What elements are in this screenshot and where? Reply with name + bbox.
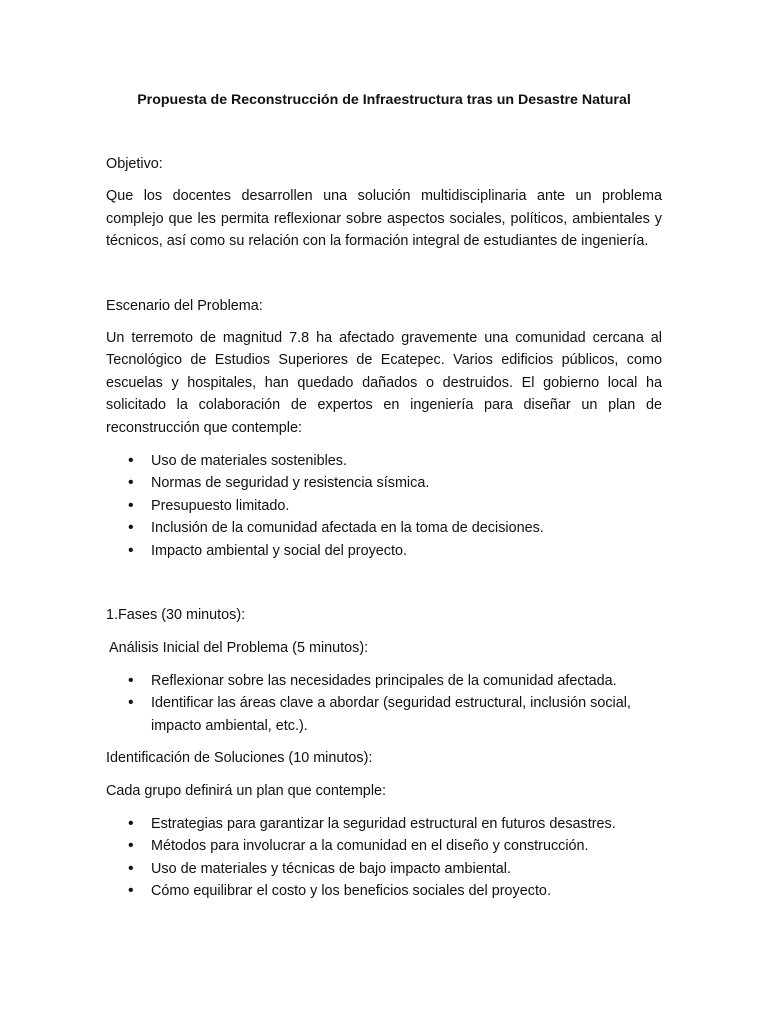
spacer	[106, 659, 662, 670]
document-page	[106, 88, 662, 903]
list-item: • Reflexionar sobre las necesidades principales de la comunidad afectada.	[106, 670, 662, 692]
spacer	[106, 770, 662, 780]
spacer	[106, 737, 662, 747]
list-item: • Identificar las áreas clave a abordar (seguridad estructural, inclusión social, impacto ambiental, etc.).	[106, 692, 662, 737]
scenario-list	[106, 450, 662, 562]
analysis-list	[106, 670, 662, 737]
list-item: • Métodos para involucrar a la comunidad en el diseño y construcción.	[106, 835, 662, 857]
list-item: • Inclusión de la comunidad afectada en la toma de decisiones.	[106, 517, 662, 539]
list-item: • Uso de materiales y técnicas de bajo impacto ambiental.	[106, 858, 662, 880]
scenario-text: Un terremoto de magnitud 7.8 ha afectado gravemente una comunidad cercana al Tecnológico de Estudios Superiores de Ecatepec. Varios edificios públicos, como escuelas y hospitales, han quedado dañados o destruidos. El gobierno local ha solicitado la colaboración de expertos en ingeniería para diseñar un plan de reconstrucción que contemple:	[106, 330, 662, 436]
solutions-list	[106, 813, 662, 903]
spacer	[106, 112, 662, 153]
list-item: • Estrategias para garantizar la seguridad estructural en futuros desastres.	[106, 813, 662, 835]
phases-heading: 1.Fases (30 minutos):	[106, 607, 246, 624]
spacer	[106, 253, 662, 295]
objective-text: Que los docentes desarrollen una solución multidisciplinaria ante un problema complejo que les permita reflexionar sobre aspectos sociales, políticos, ambientales y técnicos, así como su relación con la formación integral de estudiantes de ingeniería.	[106, 188, 662, 250]
scenario-heading: Escenario del Problema:	[106, 297, 263, 314]
spacer	[106, 439, 662, 450]
objective-heading: Objetivo:	[106, 156, 163, 172]
spacer	[106, 627, 662, 637]
list-item: • Cómo equilibrar el costo y los beneficios sociales del proyecto.	[106, 880, 662, 902]
spacer	[106, 317, 662, 327]
list-item: • Impacto ambiental y social del proyecto.	[106, 540, 662, 562]
spacer	[106, 175, 662, 185]
analysis-heading: Análisis Inicial del Problema (5 minutos):	[109, 639, 369, 656]
list-item: • Normas de seguridad y resistencia sísmica.	[106, 472, 662, 494]
solutions-intro: Cada grupo definirá un plan que contemple:	[106, 782, 387, 799]
document-title: Propuesta de Reconstrucción de Infraestructura tras un Desastre Natural	[137, 92, 631, 108]
list-item: • Presupuesto limitado.	[106, 495, 662, 517]
spacer	[106, 562, 662, 604]
spacer	[106, 802, 662, 813]
list-item: • Uso de materiales sostenibles.	[106, 450, 662, 472]
solutions-heading: Identificación de Soluciones (10 minutos):	[106, 750, 373, 767]
